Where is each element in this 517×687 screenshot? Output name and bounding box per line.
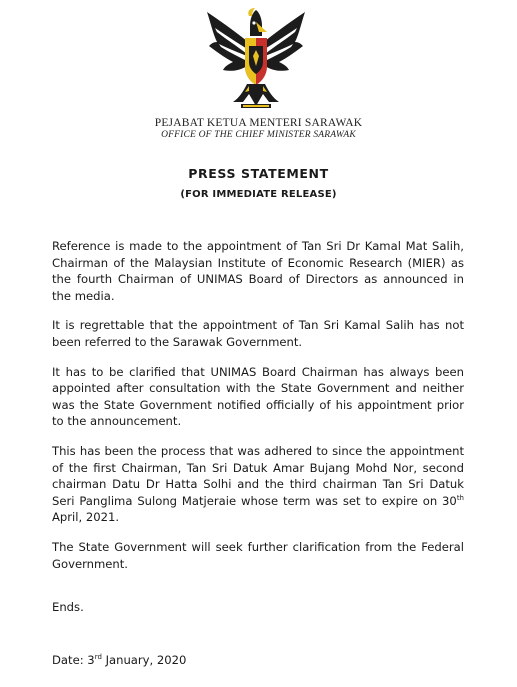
office-name-english: OFFICE OF THE CHIEF MINISTER SARAWAK	[161, 130, 356, 140]
paragraph-5: The State Government will seek further clarification from the Federal Government.	[52, 539, 464, 571]
date-prefix: Date: 3	[52, 653, 95, 667]
paragraph-4-text: This has been the process that was adhered to since the appointment of the first Chairman, Tan Sri Datuk Amar Bujang Mohd Nor, second chairman Datu Dr Hatta Solhi and the third chairman Tan Sri Datuk Seri Panglima Sulong Matjeraie whose term was set to expire on 30	[52, 443, 464, 508]
statement-date	[52, 653, 186, 667]
date-ordinal-suffix: rd	[94, 653, 102, 662]
ends-marker: Ends.	[52, 600, 84, 614]
office-name-malay: PEJABAT KETUA MENTERI SARAWAK	[154, 117, 363, 129]
paragraph-4	[52, 443, 464, 526]
date-suffix: January, 2020	[101, 653, 187, 667]
paragraph-4-tail: April, 2021.	[52, 510, 120, 525]
ordinal-suffix: th	[456, 493, 464, 502]
paragraph-3: It has to be clarified that UNIMAS Board Chairman has always been appointed after consultation with the State Government and neither was the State Government notified officially of his appointment prior to the announcement.	[52, 364, 464, 429]
press-statement-title: PRESS STATEMENT	[188, 166, 329, 181]
paragraph-1: Reference is made to the appointment of Tan Sri Dr Kamal Mat Salih, Chairman of the Malaysian Institute of Economic Research (MIER) as the fourth Chairman of UNIMAS Board of Directors as announced in the media.	[52, 239, 464, 303]
statement-body	[52, 238, 464, 585]
paragraph-2: It is regrettable that the appointment of Tan Sri Kamal Salih has not been referred to the Sarawak Government.	[52, 318, 464, 349]
sarawak-hornbill-crest-icon	[203, 6, 309, 112]
press-statement-subtitle: (FOR IMMEDIATE RELEASE)	[180, 189, 337, 200]
